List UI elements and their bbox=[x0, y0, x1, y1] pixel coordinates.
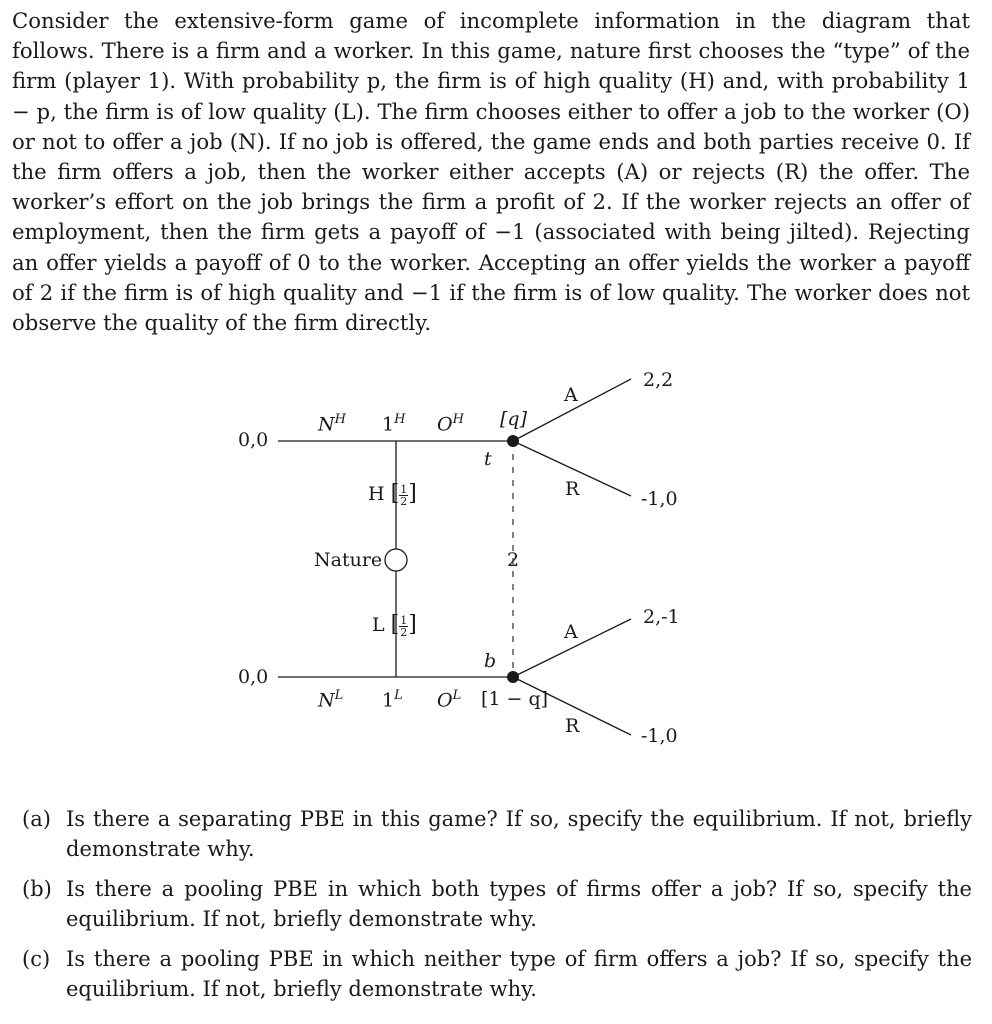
payoff-low-accept: 2,-1 bbox=[643, 606, 680, 628]
problem-text: Consider the extensive-form game of incomplete information in the diagram that follows. There is a firm and a worker. In this game, nature first chooses the “type” of the firm (player 1). With probability p, the firm is of high quality (H) and, with probability 1 − p, the firm is of low quality (L). The firm chooses either to offer a job to the worker (O) or not to offer a job (N). If no job is offered, the game ends and both parties receive 0. If the firm offers a job, then the worker either accepts (A) or rejects (R) the offer. The worker’s effort on the job brings the firm a profit of 2. If the worker rejects an offer of employment, then the firm gets a payoff of −1 (associated with being jilted). Rejecting an offer yields a payoff of 0 to the worker. Accepting an offer yields the worker a payoff of 2 if the firm is of high quality and −1 if the firm is of low quality. The worker does not observe the quality of the firm directly. bbox=[12, 8, 970, 336]
belief-q: [q] bbox=[500, 408, 527, 430]
branch-H-label: H [ $\frac{1}{2}$ ] bbox=[368, 481, 417, 508]
question-text: Is there a separating PBE in this game? If so, specify the equilibrium. If not, briefly demonstrate why. bbox=[66, 807, 972, 861]
worker-node-low bbox=[507, 671, 519, 683]
payoff-low-reject: -1,0 bbox=[641, 725, 678, 747]
payoff-bottom-left: 0,0 bbox=[238, 666, 269, 688]
question-text: Is there a pooling PBE in which neither type of firm offers a job? If so, specify the equilibrium. If not, briefly demonstrate why. bbox=[66, 947, 972, 1001]
question-text: Is there a pooling PBE in which both types of firms offer a job? If so, specify the equilibrium. If not, briefly demonstrate why. bbox=[66, 877, 972, 931]
payoff-high-accept: 2,2 bbox=[643, 369, 674, 391]
label-1-low: $1^L$ bbox=[382, 688, 403, 712]
belief-1-minus-q: [1 − q] bbox=[481, 688, 549, 710]
action-A-low: A bbox=[564, 621, 578, 643]
action-R-high: R bbox=[565, 478, 580, 500]
question-tag: (a) bbox=[22, 807, 51, 831]
question-tag: (c) bbox=[22, 947, 51, 971]
game-tree-diagram bbox=[0, 350, 992, 770]
payoff-top-left: 0,0 bbox=[238, 429, 269, 451]
label-1-high: $1^H$ bbox=[382, 412, 406, 436]
label-b: b bbox=[484, 650, 497, 672]
player-2-label: 2 bbox=[507, 549, 520, 571]
nature-label: Nature bbox=[314, 549, 383, 571]
payoff-high-reject: -1,0 bbox=[641, 488, 678, 510]
label-O-low: $O^L$ bbox=[437, 688, 462, 712]
worker-node-high bbox=[507, 435, 519, 447]
prob-half-low: $\frac{1}{2}$ bbox=[400, 613, 408, 639]
label-N-low: $N^L$ bbox=[318, 688, 344, 712]
question-list bbox=[22, 804, 972, 1014]
label-t: t bbox=[484, 448, 492, 470]
action-R-low: R bbox=[565, 715, 580, 737]
question-item bbox=[22, 944, 972, 1004]
question-tag: (b) bbox=[22, 877, 52, 901]
nature-node bbox=[385, 549, 407, 571]
question-item bbox=[22, 874, 972, 934]
prob-half-high: $\frac{1}{2}$ bbox=[400, 482, 408, 508]
label-O-high: $O^H$ bbox=[437, 412, 464, 436]
branch-L-label: L [ $\frac{1}{2}$ ] bbox=[372, 612, 417, 639]
action-A-high: A bbox=[564, 384, 578, 406]
label-N-high: $N^H$ bbox=[318, 412, 346, 436]
problem-statement bbox=[12, 6, 970, 338]
question-item bbox=[22, 804, 972, 864]
